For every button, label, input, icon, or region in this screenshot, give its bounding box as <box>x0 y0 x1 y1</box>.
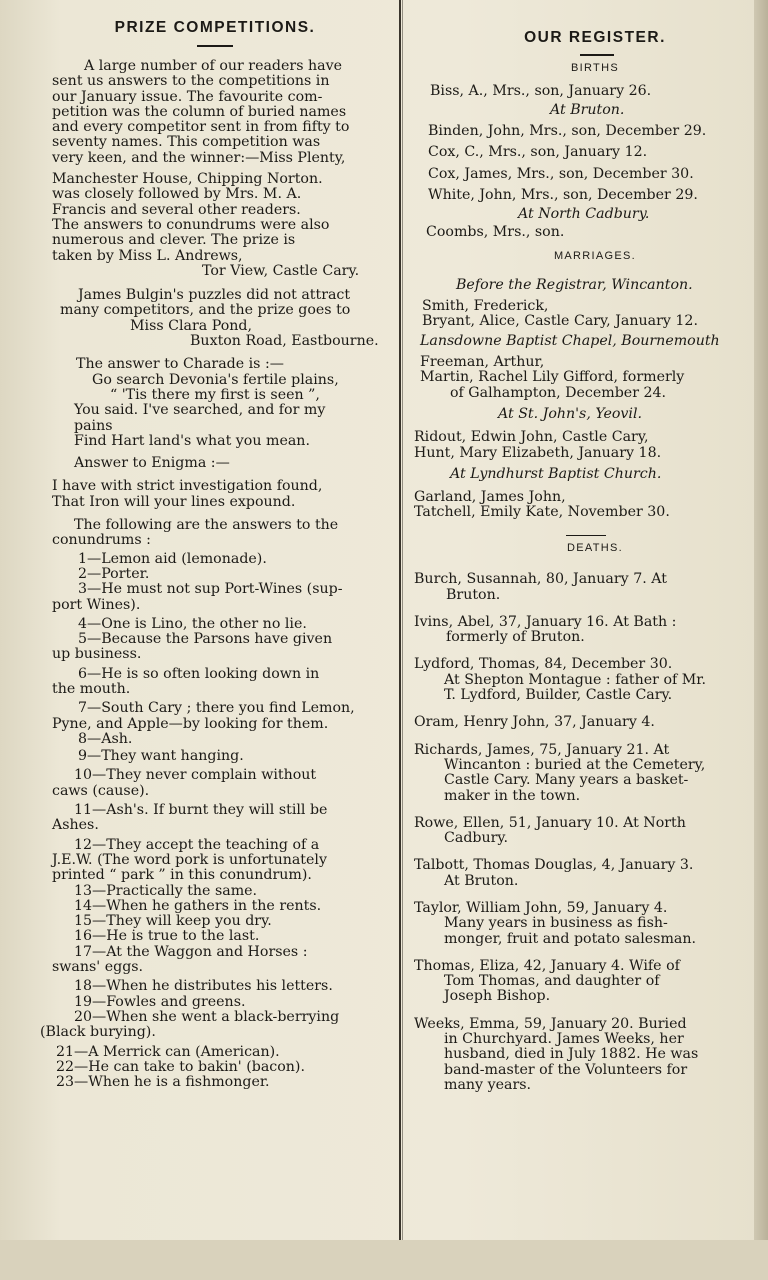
register-entry: many years. <box>444 1076 532 1093</box>
text-line: Miss Clara Pond, <box>130 317 252 334</box>
marriages-list <box>414 278 740 521</box>
charade-block <box>40 357 390 449</box>
register-entry: T. Lydford, Builder, Castle Cary. <box>444 687 673 704</box>
register-entry: Wincanton : buried at the Cemetery, <box>444 756 706 773</box>
verse-line: Go search Devonia's fertile plains, <box>92 371 339 388</box>
births-list <box>414 84 740 240</box>
register-entry: Castle Cary. Many years a basket- <box>444 772 689 789</box>
place-heading: Lansdowne Baptist Chapel, Bournemouth <box>420 332 720 349</box>
verse-line: Find Hart land's what you mean. <box>74 432 310 449</box>
register-entry: Hunt, Mary Elizabeth, January 18. <box>414 444 662 461</box>
register-entry: maker in the town. <box>444 787 581 804</box>
prize-competitions-title: PRIZE COMPETITIONS. <box>114 19 316 36</box>
register-entry: At Bruton. <box>444 872 519 889</box>
list-item: 19—Fowles and greens. <box>74 993 246 1010</box>
list-item: caws (cause). <box>52 782 150 799</box>
title-rule <box>580 54 614 56</box>
register-entry: in Churchyard. James Weeks, her <box>444 1031 684 1048</box>
page-bottom-margin <box>0 1240 768 1280</box>
place-heading: Before the Registrar, Wincanton. <box>456 276 693 293</box>
register-entry: Tatchell, Emily Kate, November 30. <box>414 504 670 521</box>
deaths-list <box>414 572 740 1093</box>
place-heading: At Lyndhurst Baptist Church. <box>450 465 662 482</box>
list-item: J.E.W. (The word pork is unfortunately <box>52 851 327 868</box>
list-item: Pyne, and Apple—by looking for them. <box>52 715 329 732</box>
list-item: 10—They never complain without <box>74 767 317 784</box>
title-rule <box>197 45 233 47</box>
verse-line: pains <box>74 417 113 434</box>
place-heading: At Bruton. <box>550 101 625 118</box>
verse-line: You said. I've searched, and for my <box>74 402 326 419</box>
register-entry: Many years in business as fish- <box>444 915 668 932</box>
text-line: numerous and clever. The prize is <box>52 232 296 249</box>
list-item: 21—A Merrick can (American). <box>56 1043 280 1060</box>
list-item: 13—Practically the same. <box>74 882 258 899</box>
list-item: 23—When he is a fishmonger. <box>56 1074 270 1091</box>
register-entry: Thomas, Eliza, 42, January 4. Wife of <box>414 957 680 974</box>
register-entry: Rowe, Ellen, 51, January 10. At North <box>414 814 686 831</box>
text-line: seventy names. This competition was <box>52 134 321 151</box>
list-item: the mouth. <box>52 680 131 697</box>
register-entry: Biss, A., Mrs., son, January 26. <box>430 82 652 99</box>
list-item: 11—Ash's. If burnt they will still be <box>74 802 328 819</box>
register-entry: Richards, James, 75, January 21. At <box>414 741 670 758</box>
register-entry: Binden, John, Mrs., son, December 29. <box>428 123 707 140</box>
prize-competitions-column <box>40 0 390 1090</box>
text-line: conundrums : <box>52 532 151 549</box>
text-line: Manchester House, Chipping Norton. <box>52 171 323 188</box>
register-entry: monger, fruit and potato salesman. <box>444 930 697 947</box>
register-entry: Burch, Susannah, 80, January 7. At <box>414 571 667 588</box>
list-item: up business. <box>52 646 142 663</box>
list-item: 8—Ash. <box>78 730 133 747</box>
text-line: petition was the column of buried names <box>52 103 347 120</box>
verse-line: That Iron will your lines expound. <box>52 493 296 510</box>
section-rule <box>566 535 606 537</box>
list-item: 3—He must not sup Port-Wines (sup- <box>78 581 343 598</box>
text-line: and every competitor sent in from fifty to <box>52 119 350 136</box>
list-item: swans' eggs. <box>52 959 144 976</box>
list-item: 5—Because the Parsons have given <box>78 631 333 648</box>
text-line: sent us answers to the competitions in <box>52 73 330 90</box>
list-item: Ashes. <box>52 817 99 834</box>
register-entry: Joseph Bishop. <box>444 988 551 1005</box>
register-entry: Ridout, Edwin John, Castle Cary, <box>414 429 649 446</box>
register-entry: Ivins, Abel, 37, January 16. At Bath : <box>414 613 677 630</box>
register-entry: Bruton. <box>446 586 501 603</box>
text-line: Tor View, Castle Cary. <box>202 262 360 279</box>
register-entry: band-master of the Volunteers for <box>444 1061 688 1078</box>
text-line: was closely followed by Mrs. M. A. <box>52 186 302 203</box>
verse-line: I have with strict investigation found, <box>52 478 323 495</box>
text-line: A large number of our readers have <box>84 58 342 74</box>
register-entry: Tom Thomas, and daughter of <box>444 973 660 990</box>
register-entry: Smith, Frederick, <box>422 298 549 315</box>
register-entry: Garland, James John, <box>414 489 566 506</box>
charade-intro: The answer to Charade is :— <box>76 356 284 373</box>
place-heading: At St. John's, Yeovil. <box>498 405 643 422</box>
column-divider <box>399 0 401 1240</box>
register-entry: Cadbury. <box>444 830 509 847</box>
list-item: 7—South Cary ; there you find Lemon, <box>78 700 355 717</box>
list-item: printed “ park ” in this conundrum). <box>52 867 312 884</box>
text-line: very keen, and the winner:—Miss Plenty, <box>52 149 346 166</box>
register-entry: formerly of Bruton. <box>446 629 585 646</box>
list-item: 2—Porter. <box>78 565 150 582</box>
text-line: our January issue. The favourite com- <box>52 88 323 105</box>
register-entry: husband, died in July 1882. He was <box>444 1046 699 1063</box>
register-entry: Cox, C., Mrs., son, January 12. <box>428 144 648 161</box>
enigma-block <box>40 456 390 510</box>
marriages-heading: MARRIAGES. <box>553 249 637 262</box>
register-entry: Oram, Henry John, 37, January 4. <box>414 714 655 731</box>
register-entry: Talbott, Thomas Douglas, 4, January 3. <box>414 857 694 874</box>
list-item: 15—They will keep you dry. <box>74 913 272 930</box>
text-line: Buxton Road, Eastbourne. <box>190 333 379 350</box>
register-entry: Martin, Rachel Lily Gifford, formerly <box>420 369 685 386</box>
deaths-heading: DEATHS. <box>567 542 623 555</box>
list-item: 22—He can take to bakin' (bacon). <box>56 1058 305 1075</box>
conundrum-answers <box>40 552 390 1091</box>
list-item: 14—When he gathers in the rents. <box>74 897 322 914</box>
list-item: 16—He is true to the last. <box>74 928 260 945</box>
list-item: 1—Lemon aid (lemonade). <box>78 550 267 567</box>
our-register-column <box>414 0 740 1093</box>
list-item: 9—They want hanging. <box>78 748 244 765</box>
our-register-title: OUR REGISTER. <box>524 29 666 46</box>
list-item: 4—One is Lino, the other no lie. <box>78 615 307 632</box>
list-item: 18—When he distributes his letters. <box>74 978 333 995</box>
list-item: port Wines). <box>52 596 141 613</box>
list-item: 20—When she went a black-berrying <box>74 1008 340 1025</box>
enigma-intro: Answer to Enigma :— <box>74 455 230 472</box>
conundrum-intro <box>40 518 390 549</box>
list-item: 17—At the Waggon and Horses : <box>74 943 308 960</box>
register-entry: of Galhampton, December 24. <box>450 384 667 401</box>
text-line: taken by Miss L. Andrews, <box>52 247 243 264</box>
text-line: many competitors, and the prize goes to <box>60 302 351 319</box>
text-line: The answers to conundrums were also <box>52 216 330 233</box>
births-heading: BIRTHS <box>571 61 619 74</box>
column-divider-thin <box>402 0 403 1240</box>
list-item: 12—They accept the teaching of a <box>74 836 320 853</box>
list-item: (Black burying). <box>40 1024 156 1041</box>
text-line: The following are the answers to the <box>74 517 339 534</box>
register-entry: Cox, James, Mrs., son, December 30. <box>428 165 694 182</box>
text-line: James Bulgin's puzzles did not attract <box>78 287 351 304</box>
register-entry: Lydford, Thomas, 84, December 30. <box>414 656 673 673</box>
place-heading: At North Cadbury. <box>518 206 650 223</box>
intro-paragraph <box>40 59 390 279</box>
verse-line: “ 'Tis there my first is seen ”, <box>110 386 320 403</box>
text-line: Francis and several other readers. <box>52 201 301 218</box>
register-entry: At Shepton Montague : father of Mr. <box>444 671 707 688</box>
register-entry: Freeman, Arthur, <box>420 354 545 371</box>
register-entry: Bryant, Alice, Castle Cary, January 12. <box>422 313 698 330</box>
list-item: 6—He is so often looking down in <box>78 665 320 682</box>
page-edge-shadow <box>754 0 768 1280</box>
register-entry: Weeks, Emma, 59, January 20. Buried <box>414 1015 687 1032</box>
bulgin-paragraph <box>40 288 390 349</box>
register-entry: Coombs, Mrs., son. <box>426 223 565 240</box>
register-entry: White, John, Mrs., son, December 29. <box>428 186 698 203</box>
register-entry: Taylor, William John, 59, January 4. <box>414 899 668 916</box>
